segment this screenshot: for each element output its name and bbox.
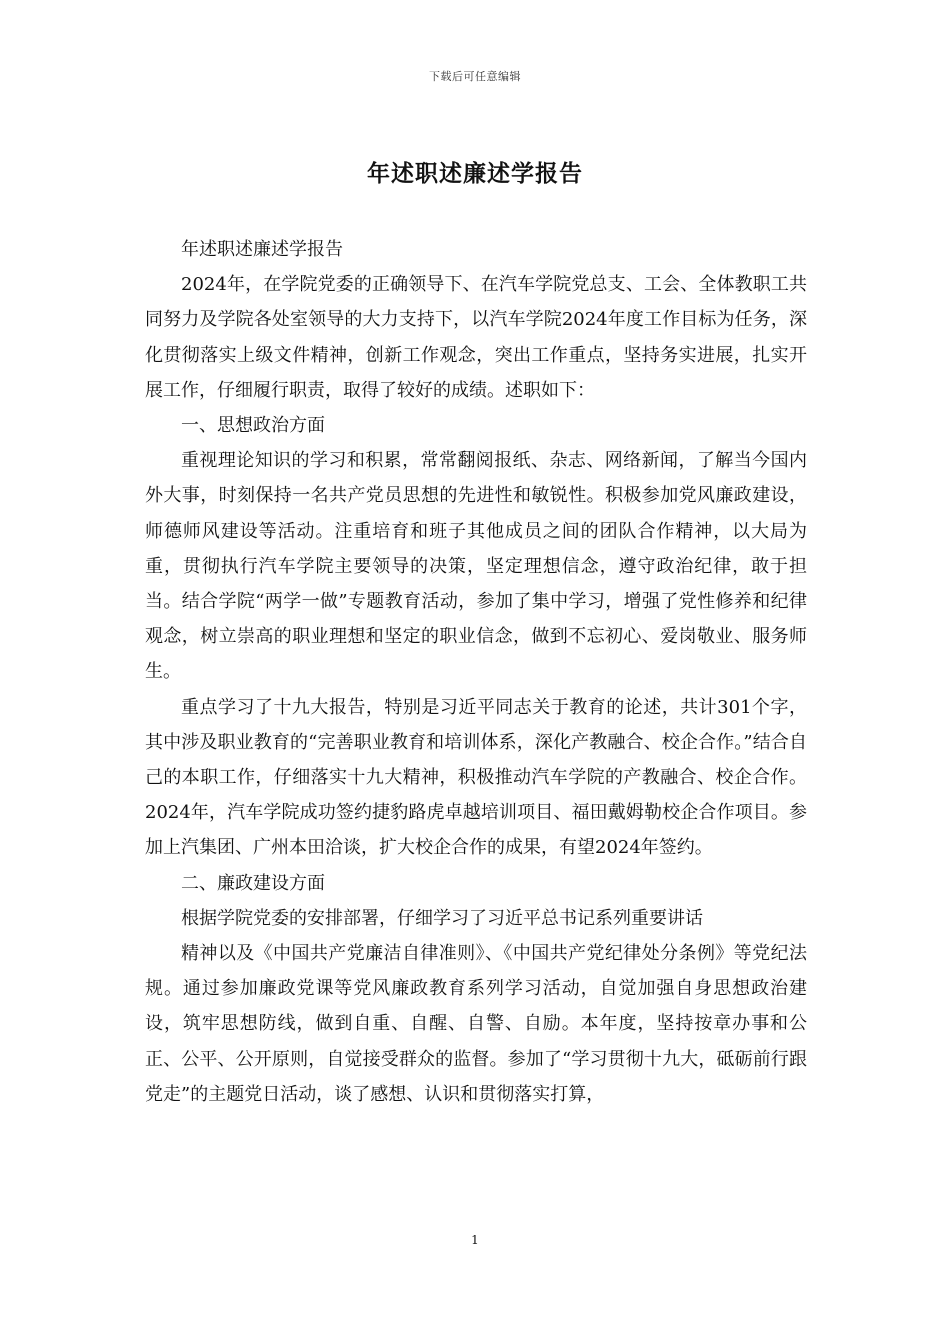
paragraph-intro: 2024年，在学院党委的正确领导下、在汽车学院党总支、工会、全体教职工共同努力及学院各处室领导的大力支持下，以汽车学院2024年度工作目标为任务，深化贯彻落实上级文件精神，创新工作观念，突出工作重点，坚持务实进展，扎实开展工作，仔细履行职责，取得了较好的成绩。述职如下：: [145, 274, 807, 401]
document-title: 年述职述廉述学报告: [367, 160, 583, 187]
paragraph-integrity-2: 精神以及《中国共产党廉洁自律准则》、《中国共产党纪律处分条例》等党纪法规。通过参加廉政党课等党风廉政教育系列学习活动，自觉加强自身思想政治建设，筑牢思想防线，做到自重、自醒、自警、自励。本年度，坚持按章办事和公正、公平、公开原则，自觉接受群众的监督。参加了“学习贯彻十九大，砥砺前行跟党走”的主题党日活动，谈了感想、认识和贯彻落实打算，: [145, 943, 807, 1105]
page-number: 1: [471, 1233, 479, 1247]
paragraph-integrity-1: 根据学院党委的安排部署，仔细学习了习近平总书记系列重要讲话: [181, 907, 703, 929]
paragraph-political-2: 重点学习了十九大报告，特别是习近平同志关于教育的论述，共计301个字，其中涉及职业教育的“完善职业教育和培训体系，深化产教融合、校企合作。”结合自己的本职工作，仔细落实十九大精神，积极推动汽车学院的产教融合、校企合作。2024年，汽车学院成功签约捷豹路虎卓越培训项目、福田戴姆勒校企合作项目。参加上汽集团、广州本田洽谈，扩大校企合作的成果，有望2024年签约。: [145, 696, 807, 859]
document-body: [145, 232, 807, 1112]
paragraph-political-1: 重视理论知识的学习和积累，常常翻阅报纸、杂志、网络新闻，了解当今国内外大事，时刻保持一名共产党员思想的先进性和敏锐性。积极参加党风廉政建设，师德师风建设等活动。注重培育和班子其他成员之间的团队合作精神，以大局为重，贯彻执行汽车学院主要领导的决策，坚定理想信念，遵守政治纪律，敢于担当。结合学院“两学一做”专题教育活动，参加了集中学习，增强了党性修养和纪律观念，树立崇高的职业理想和坚定的职业信念，做到不忘初心、爱岗敬业、服务师生。: [145, 450, 807, 683]
paragraph-subtitle: 年述职述廉述学报告: [181, 239, 343, 260]
section-heading-political: 一、思想政治方面: [181, 415, 325, 437]
section-heading-integrity: 二、廉政建设方面: [181, 872, 325, 894]
header-note: 下载后可任意编辑: [429, 70, 521, 83]
